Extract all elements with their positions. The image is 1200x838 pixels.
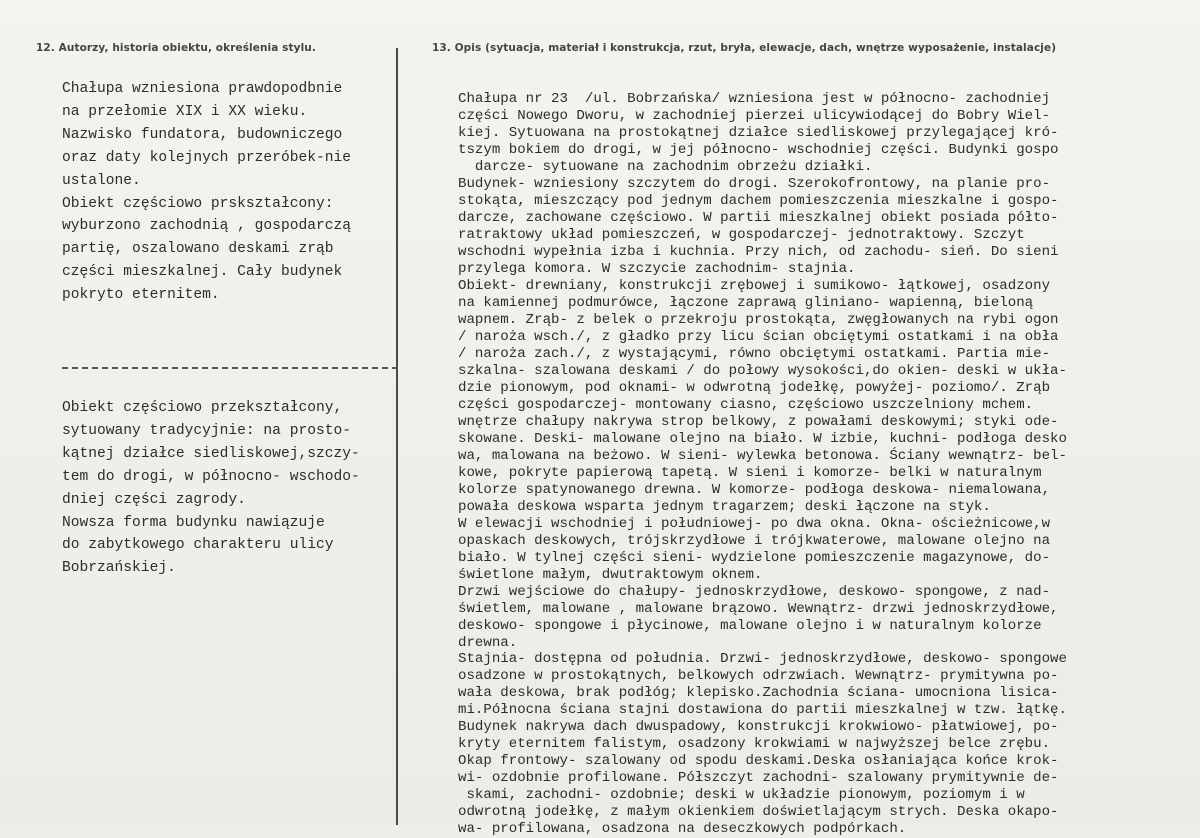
text-line: kątnej działce siedliskowej,szczy- [62,445,360,462]
text-line: Okap frontowy- szalowany od spodu deskami.Deska osłaniająca końce krok- [458,753,1059,770]
text-line: wschodni wypełnia izba i kuchnia. Przy nich, od zachodu- sień. Do sieni [458,243,1059,260]
text-line: Obiekt częściowo przekształcony, [62,400,343,416]
text-line: wnętrze chałupy nakrywa strop belkowy, z powałami deskowymi; styki ode- [458,413,1059,430]
text-line: tszym bokiem do drogi, w jej północno- wschodniej części. Budynki gospo [458,141,1059,158]
text-line: oraz daty kolejnych przeróbek-nie [62,149,352,166]
text-line: świetlone małym, dwutraktowym oknem. [458,566,763,583]
text-line: ustalone. [62,172,141,189]
text-line: Nazwisko fundatora, budowniczego [62,126,343,143]
text-line: powała deskowa wsparta jednym tragarzem; deski łączone na styk. [458,498,991,515]
text-line: darcze, zachowane częściowo. W partii mieszkalnej obiekt posiada półto- [458,209,1059,226]
text-line: darcze- sytuowane na zachodnim obrzeżu działki. [458,158,873,175]
text-line: wa, malowana na beżowo. W sieni- wylewka betonowa. Ściany wewnątrz- bel- [458,447,1067,464]
text-line: mi.Północna ściana stajni dostawiona do partii mieszkalnej w tzw. łątkę. [458,702,1067,719]
text-line: skowane. Deski- malowane olejno na biało. W izbie, kuchni- podłoga desko [458,430,1067,447]
text-line: osadzone w prostokątnych, belkowych odrzwiach. Wewnątrz- prymitywna po- [458,668,1059,685]
text-line: świetlem, malowane , malowane brązowo. Wewnątrz- drzwi jednoskrzydłowe, [458,600,1059,617]
text-line: szkalna- szalowana deskami / do połowy wysokości,do okien- deski w ukła- [458,362,1067,379]
text-line: na przełomie XIX i XX wieku. [62,103,308,120]
dashed-separator [62,367,398,369]
text-line: części Nowego Dworu, w zachodniej pierzei ulicywiodącej do Bobry Wiel- [458,107,1051,124]
text-line: Stajnia- dostępna od południa. Drzwi- jednoskrzydłowe, deskowo- spongowe [458,651,1067,668]
text-line: wała deskowa, brak podłóg; klepisko.Zachodnia ściana- umocniona lisica- [458,685,1059,702]
text-line: dniej części zagrody. [62,491,246,508]
text-line: Drzwi wejściowe do chałupy- jednoskrzydłowe, deskowo- spongowe, z nad- [458,583,1051,600]
text-line: kryty eternitem falistym, osadzony krokwiami w najwyższej belce zrębu. [458,736,1051,753]
text-line: na kamiennej podmurówce, łączone zaprawą gliniano- wapienną, bieloną [458,294,1034,311]
section-13-heading: 13. Opis (sytuacja, materiał i konstrukcja, rzut, bryła, elewacje, dach, wnętrze wyposażenie, instalacje) [432,42,1057,54]
text-line: Budynek- wzniesiony szczytem do drogi. Szerokofrontowy, na planie pro- [458,175,1051,192]
text-line: tem do drogi, w północno- wschodo- [62,468,360,485]
text-line: ratraktowy układ pomieszczeń, w gospodarczej- jednotraktowy. Szczyt [458,226,1025,243]
text-line: Bobrzańskiej. [62,560,176,577]
text-line: wa- profilowana, osadzona na deseczkowych podpórkach. [458,821,907,838]
history-text-block [62,78,397,307]
text-line: sytuowany tradycyjnie: na prosto- [62,422,352,439]
text-line: wyburzono zachodnią , gospodarczą [62,218,352,235]
text-line: wapnem. Zrąb- z belek o przekroju prostokąta, zwęgłowanych na rybi ogon [458,311,1059,328]
text-line: przylega komora. W szczycie zachodnim- stajnia. [458,260,856,277]
assessment-text-block [62,397,397,580]
description-text-block [458,91,1200,838]
text-line: kiej. Sytuowana na prostokątnej działce siedliskowej przylegającej kró- [458,124,1059,141]
text-line: części mieszkalnej. Cały budynek [62,264,343,281]
text-line: kolorze spatynowanego drewna. W komorze- podłoga deskowa- niemalowana, [458,481,1051,498]
text-line: Chałupa wzniesiona prawdopodbnie [62,81,343,97]
text-line: wi- ozdobnie profilowane. Półszczyt zachodni- szalowany prymitywnie de- [458,770,1059,787]
text-line: stokąta, mieszczący pod jednym dachem pomieszczenia mieszkalne i gospo- [458,192,1059,209]
text-line: W elewacji wschodniej i południowej- po dwa okna. Okna- ościeżnicowe,w [458,515,1051,532]
text-line: Nowsza forma budynku nawiązuje [62,514,325,531]
text-line: opaskach deskowych, trójskrzydłowe i trójkwaterowe, malowane olejno na [458,532,1051,549]
text-line: dzie pionowym, pod oknami- w odwrotną jodełkę, powyżej- poziomo/. Zrąb [458,379,1051,396]
text-line: odwrotną jodełkę, z małym okienkiem doświetlającym strych. Deska okapo- [458,804,1059,821]
text-line: skami, zachodni- ozdobnie; deski w układzie pionowym, poziomym i w [458,787,1025,804]
text-line: biało. W tylnej części sieni- wydzielone pomieszczenie magazynowe, do- [458,549,1051,566]
text-line: do zabytkowego charakteru ulicy [62,537,334,554]
text-line: partię, oszalowano deskami zrąb [62,241,334,258]
text-line: części gospodarczej- montowany ciasno, częściowo uszczelniony mchem. [458,396,1034,413]
section-12-heading: 12. Autorzy, historia obiektu, określenia stylu. [36,42,316,54]
text-line: pokryto eternitem. [62,287,220,304]
text-line: Chałupa nr 23 /ul. Bobrzańska/ wzniesiona jest w północno- zachodniej [458,91,1051,107]
text-line: / naroża zach./, z wystającymi, równo obciętymi ostatkami. Partia mie- [458,345,1051,362]
text-line: deskowo- spongowe i płycinowe, malowane olejno i w naturalnym kolorze [458,617,1042,634]
text-line: Budynek nakrywa dach dwuspadowy, konstrukcji krokwiowo- płatwiowej, po- [458,719,1059,736]
text-line: / naroża wsch./, z gładko przy licu ścian obciętymi ostatkami i na obła [458,328,1059,345]
text-line: Obiekt częściowo prskształcony: [62,195,334,212]
text-line: kowe, pokryte papierową tapetą. W sieni i komorze- belki w naturalnym [458,464,1042,481]
text-line: Obiekt- drewniany, konstrukcji zrębowej i sumikowo- łątkowej, osadzony [458,277,1051,294]
text-line: drewna. [458,634,518,651]
